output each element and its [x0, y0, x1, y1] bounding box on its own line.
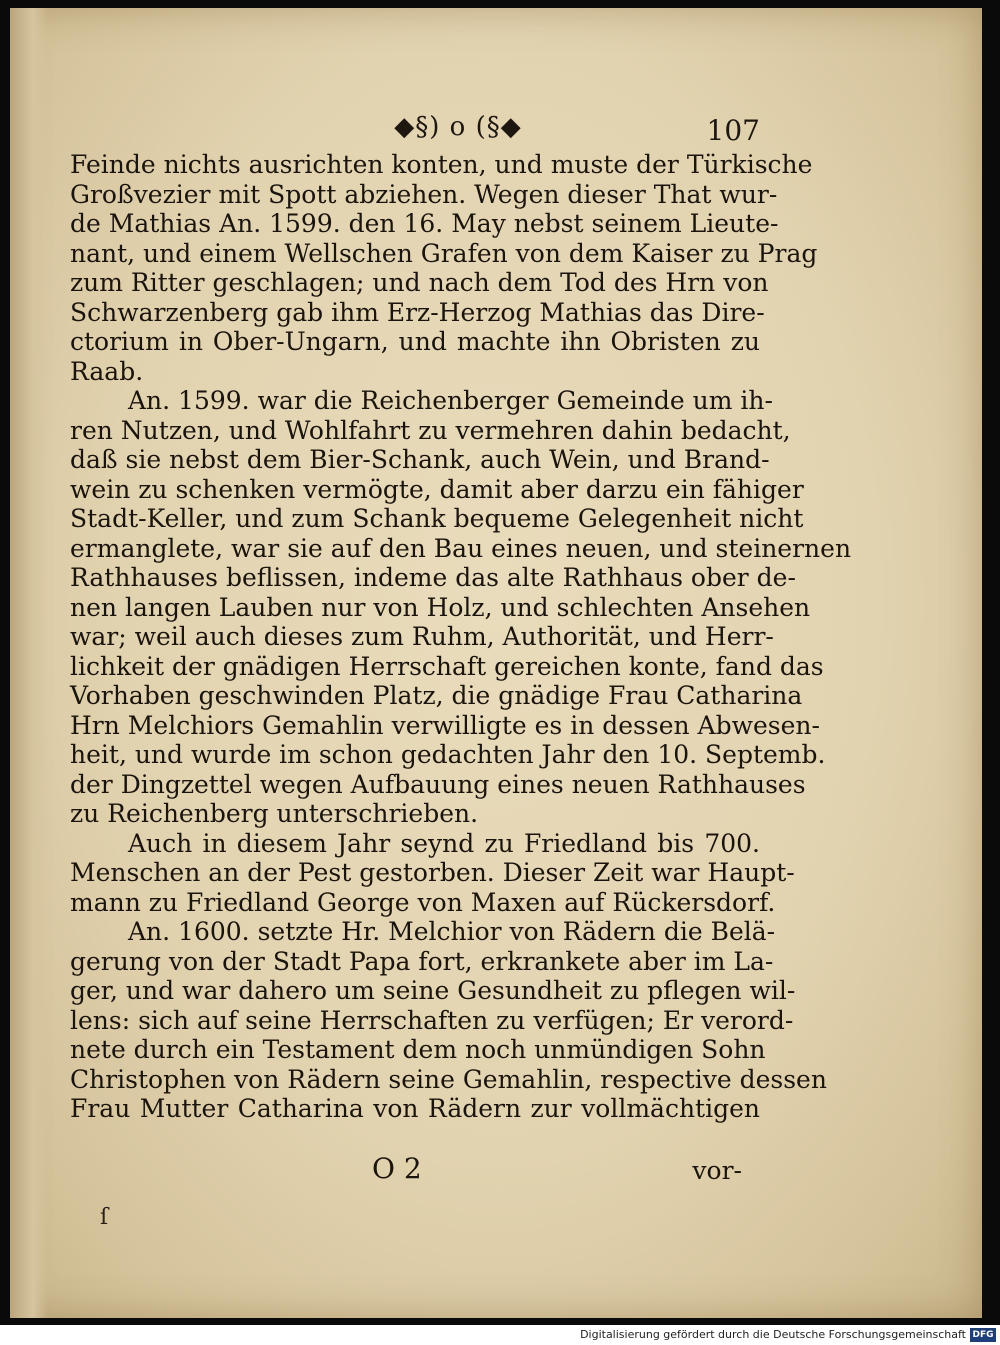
text-line: ren Nutzen, und Wohlfahrt zu vermehren dahin bedacht, [70, 415, 791, 445]
text-line: lens: sich auf seine Herrschaften zu verfügen; Er verord- [70, 1005, 794, 1035]
text-line: heit, und wurde im schon gedachten Jahr den 10. Septemb. [70, 740, 826, 769]
catchword: vor- [692, 1156, 742, 1185]
text-line: wein zu schenken vermögte, damit aber darzu ein fähiger [70, 474, 804, 504]
text-line: nen langen Lauben nur von Holz, und schlechten Ansehen [70, 592, 811, 622]
text-line: Schwarzenberg gab ihm Erz-Herzog Mathias das Dire- [70, 297, 765, 327]
dfg-logo-icon: DFG [970, 1328, 996, 1342]
text-line: nant, und einem Wellschen Grafen von dem Kaiser zu Prag [70, 238, 818, 268]
text-line: An. 1600. setzte Hr. Melchior von Rädern die Belä- [128, 917, 776, 946]
text-line: Frau Mutter Catharina von Rädern zur vollmächtigen [70, 1094, 760, 1123]
text-line: ermanglete, war sie auf den Bau eines neuen, und steinernen [70, 533, 852, 563]
text-line: Menschen an der Pest gestorben. Dieser Zeit war Haupt- [70, 858, 795, 887]
text-line: de Mathias An. 1599. den 16. May nebst seinem Lieute- [70, 209, 779, 238]
text-line: zu Reichenberg unterschrieben. [70, 799, 479, 828]
text-line: mann zu Friedland George von Maxen auf Rückersdorf. [70, 887, 776, 917]
text-line: Raab. [70, 356, 144, 386]
page-number: 107 [706, 114, 760, 147]
text-line: nete durch ein Testament dem noch unmündigen Sohn [70, 1035, 766, 1064]
page-footer [70, 1152, 760, 1192]
text-line: Auch in diesem Jahr seynd zu Friedland bis 700. [128, 828, 760, 858]
text-line: Vorhaben geschwinden Platz, die gnädige Frau Catharina [70, 681, 803, 710]
text-line: der Dingzettel wegen Aufbauung eines neuen Rathhauses [70, 769, 806, 799]
text-line: war; weil auch dieses zum Ruhm, Authorität, und Herr- [70, 622, 774, 651]
credit-bar [0, 1325, 1000, 1345]
text-line: Stadt-Keller, und zum Schank bequeme Gelegenheit nicht [70, 504, 804, 533]
text-line: Christophen von Rädern seine Gemahlin, respective dessen [70, 1064, 827, 1094]
page-spine-shadow [10, 8, 48, 1318]
header-ornament: ◆§) o (§◆ [394, 112, 522, 142]
text-line: An. 1599. war die Reichenberger Gemeinde um ih- [128, 386, 773, 415]
text-line: ger, und war dahero um seine Gesundheit zu pflegen wil- [70, 976, 796, 1005]
signature-mark: O 2 [372, 1152, 422, 1185]
page-header [70, 112, 760, 152]
ink-mark: ſ [100, 1205, 109, 1230]
text-line: Rathhauses beflissen, indeme das alte Rathhaus ober de- [70, 563, 796, 592]
text-line: daß sie nebst dem Bier-Schank, auch Wein, und Brand- [70, 445, 770, 474]
text-line: Großvezier mit Spott abziehen. Wegen dieser That wur- [70, 179, 778, 209]
text-line: Feinde nichts ausrichten konten, und muste der Türkische [70, 150, 813, 179]
text-line: zum Ritter geschlagen; und nach dem Tod des Hrn von [70, 268, 769, 297]
text-line: Hrn Melchiors Gemahlin verwilligte es in dessen Abwesen- [70, 710, 820, 740]
text-line: ctorium in Ober-Ungarn, und machte ihn Obristen zu [70, 327, 760, 356]
text-line: gerung von der Stadt Papa fort, erkrankete aber im La- [70, 946, 774, 976]
funding-credit: Digitalisierung gefördert durch die Deutsche Forschungsgemeinschaft [580, 1328, 966, 1341]
text-line: lichkeit der gnädigen Herrschaft gereichen konte, fand das [70, 651, 824, 681]
body-text [70, 150, 852, 1124]
